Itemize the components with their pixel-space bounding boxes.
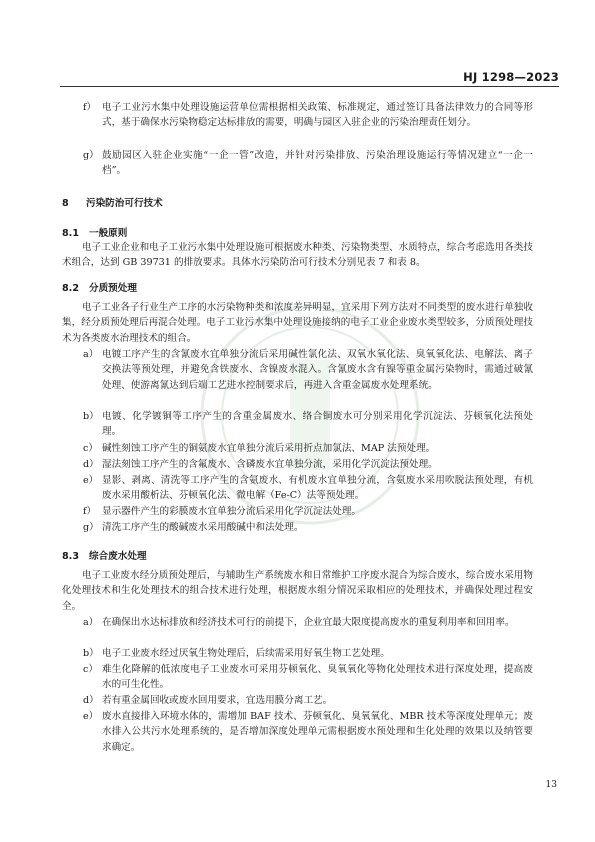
section-title: 综合废水处理: [89, 551, 147, 562]
subsection-heading: [62, 225, 127, 239]
list-text: 电子工业污水集中处理设施运营单位需根据相关政策、标准规定，通过签订具备法律效力的合同等形式，基于确保水污染物稳定达标排放的需要，明确与园区入驻企业的污染治理责任划分。: [102, 102, 533, 129]
subsection-heading: [62, 280, 137, 294]
header-rule: [60, 86, 559, 87]
list-text: 电镀工序产生的含氰废水宜单独分流后采用碱性氯化法、双氧水氧化法、臭氧氧化法、电解法、离子交换法等预处理，并避免含铁废水、含镍废水混入。含氰废水含有镍等重金属污染物时，需通过破氰处理、使游离氰达到后端工艺进水控制要求后，再进入含重金属废水处理系统。: [102, 349, 533, 391]
list-marker: b）: [83, 648, 99, 659]
subsection-heading: [62, 548, 147, 562]
list-text: 电镀、化学镀铜等工序产生的含重金属废水、络合铜废水可分别采用化学沉淀法、芬顿氧化法预处理。: [102, 411, 533, 438]
list-marker: g）: [83, 522, 99, 533]
list-item: [62, 100, 533, 131]
list-marker: e）: [83, 475, 99, 486]
list-marker: f）: [83, 102, 97, 113]
list-item: [62, 504, 533, 519]
list-item: [62, 662, 533, 693]
list-marker: d）: [83, 695, 99, 706]
list-text: 在确保出水达标排放和经济技术可行的前提下，企业宜最大限度提高废水的重复利用率和回用率。: [102, 617, 515, 628]
list-text: 碱性刻蚀工序产生的铜氨废水宜单独分流后采用折点加氯法、MAP 法预处理。: [102, 443, 436, 454]
list-text: 电子工业废水经过厌氧生物处理后，后续需采用好氧生物工艺处理。: [102, 648, 390, 659]
list-item: [62, 409, 533, 440]
paragraph: 电子工业企业和电子工业污水集中处理设施可根据废水种类、污染物类型、水质特点，综合考虑选用各类技术组合，达到 GB 39731 的排放要求。具体水污染防治可行技术分别见表 7 和表 8。: [62, 242, 533, 269]
section-number: 8.3: [62, 551, 79, 562]
list-marker: c）: [83, 443, 98, 454]
section-number: 8.2: [62, 283, 79, 294]
list-text: 鼓励园区入驻企业实施“一企一管”改造，并针对污染排放、污染治理设施运行等情况建立“一企一档”。: [102, 150, 533, 177]
list-text: 难生化降解的低浓度电子工业废水可采用芬顿氧化、臭氧氧化等物化处理技术进行深度处理，提高废水的可生化性。: [102, 664, 533, 691]
list-item: [62, 709, 533, 755]
list-text: 湿法刻蚀工序产生的含氟废水、含磷废水宜单独分流，采用化学沉淀法预处理。: [102, 459, 438, 470]
list-text: 废水直接排入环境水体的，需增加 BAF 技术、芬顿氧化、臭氧氧化、MBR 技术等深度处理单元；废水排入公共污水处理系统的，是否增加深度处理单元需根据废水预处理和生化处理的效果以及纳管要求确定。: [102, 711, 533, 753]
list-marker: g）: [83, 150, 99, 161]
list-item: [62, 615, 533, 630]
list-marker: a）: [83, 617, 99, 628]
list-marker: a）: [83, 349, 99, 360]
paragraph: 电子工业各子行业生产工序的水污染物种类和浓度差异明显，宜采用下列方法对不同类型的废水进行单独收集，经分质预处理后再混合处理。电子工业污水集中处理设施接纳的电子工业企业废水类型较多，分质预处理技术为各类废水治理技术的组合。: [62, 302, 533, 344]
page-number: 13: [545, 780, 557, 790]
section-title: 污染防治可行技术: [86, 198, 163, 209]
list-item: [62, 473, 533, 504]
list-text: 显示器件产生的彩膜废水宜单独分流后采用化学沉淀法处理。: [102, 506, 362, 517]
list-marker: b）: [83, 411, 99, 422]
list-text: 清洗工序产生的酸碱废水采用酸碱中和法处理。: [102, 522, 304, 533]
list-item: [62, 520, 533, 535]
list-item: [62, 646, 533, 661]
list-marker: e）: [83, 711, 99, 722]
section-heading: [62, 195, 163, 209]
paragraph: 电子工业废水经分质预处理后，与辅助生产系统废水和日常维护工序废水混合为综合废水，综合废水采用物化处理技术和生化处理技术的组合技术进行处理，根据废水组分情况采取相应的处理技术，并确保处理过程安全。: [62, 570, 533, 612]
list-item: [62, 347, 533, 393]
list-item: [62, 148, 533, 179]
section-title: 一般原则: [89, 228, 128, 239]
section-title: 分质预处理: [89, 283, 137, 294]
section-number: 8.1: [62, 228, 79, 239]
standard-code-header: HJ 1298—2023: [463, 70, 559, 84]
list-marker: d）: [83, 459, 99, 470]
list-marker: c）: [83, 664, 98, 675]
list-text: 若有重金属回收或废水回用要求，宜选用膜分离工艺。: [102, 695, 333, 706]
list-item: [62, 441, 533, 456]
list-item: [62, 457, 533, 472]
section-number: 8: [62, 198, 69, 209]
list-marker: f）: [83, 506, 97, 517]
list-item: [62, 693, 533, 708]
list-text: 显影、剥离、清洗等工序产生的含氨废水、有机废水宜单独分流，含氨废水采用吹脱法预处理，有机废水采用酸析法、芬顿氧化法、微电解（Fe-C）法等预处理。: [102, 475, 533, 502]
